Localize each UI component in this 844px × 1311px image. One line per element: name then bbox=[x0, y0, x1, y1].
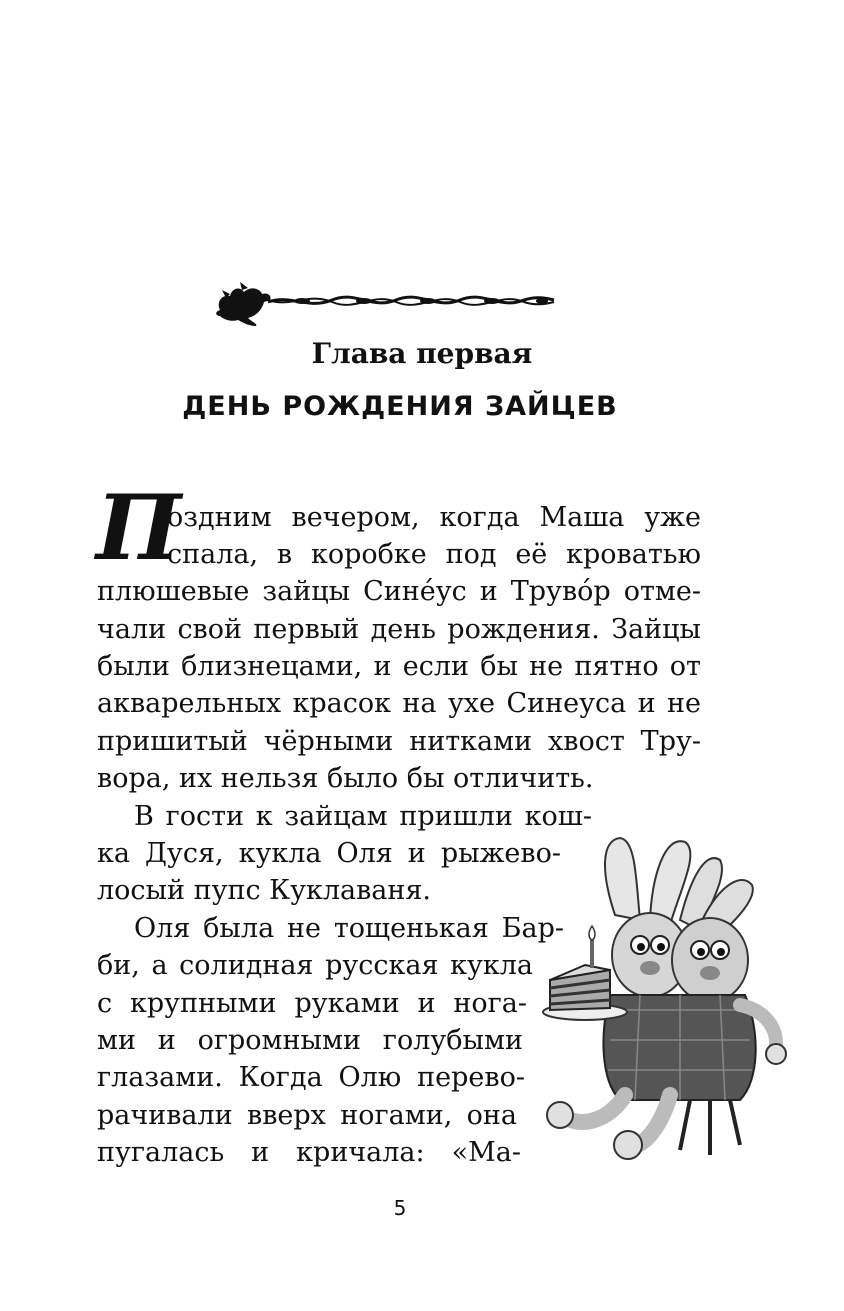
chapter-label: Глава первая bbox=[311, 337, 533, 370]
text-line: были близнецами, и если бы не пятно от bbox=[97, 651, 701, 682]
bunnies-with-cake-icon bbox=[540, 830, 800, 1175]
dropcap bbox=[96, 475, 182, 581]
text-line: ми и огромными голубыми bbox=[97, 1025, 523, 1056]
text-line: глазами. Когда Олю перево- bbox=[97, 1062, 525, 1093]
text-line: рачивали вверх ногами, она bbox=[97, 1100, 517, 1131]
text-line: ка Дуся, кукла Оля и рыжево- bbox=[97, 838, 561, 869]
text-line: чали свой первый день рождения. Зайцы bbox=[97, 614, 701, 645]
text-line: плюшевые зайцы Сине́ус и Труво́р отме- bbox=[97, 576, 701, 607]
text-line: спала, в коробке под её кроватью bbox=[167, 539, 701, 570]
text-line: лосый пупс Куклаваня. bbox=[97, 875, 431, 906]
text-line: Оля была не тощенькая Бар- bbox=[134, 913, 564, 944]
dropcap-letter: П bbox=[96, 475, 182, 581]
text-line: акварельных красок на ухе Синеуса и не bbox=[97, 688, 701, 719]
chapter-title: ДЕНЬ РОЖДЕНИЯ ЗАЙЦЕВ bbox=[182, 391, 618, 422]
text-line: пугалась и кричала: «Ма- bbox=[97, 1137, 521, 1168]
text-line: би, а солидная русская кукла bbox=[97, 950, 533, 981]
page-number: 5 bbox=[393, 1196, 407, 1220]
text-line: В гости к зайцам пришли кош- bbox=[134, 801, 592, 832]
text-line: вора, их нельзя было бы отличить. bbox=[97, 763, 594, 794]
text-line: оздним вечером, когда Маша уже bbox=[167, 502, 701, 533]
text-line: пришитый чёрными нитками хвост Тру- bbox=[97, 726, 701, 757]
dragon-ornament-icon bbox=[212, 280, 557, 328]
text-line: с крупными руками и нога- bbox=[97, 988, 527, 1019]
